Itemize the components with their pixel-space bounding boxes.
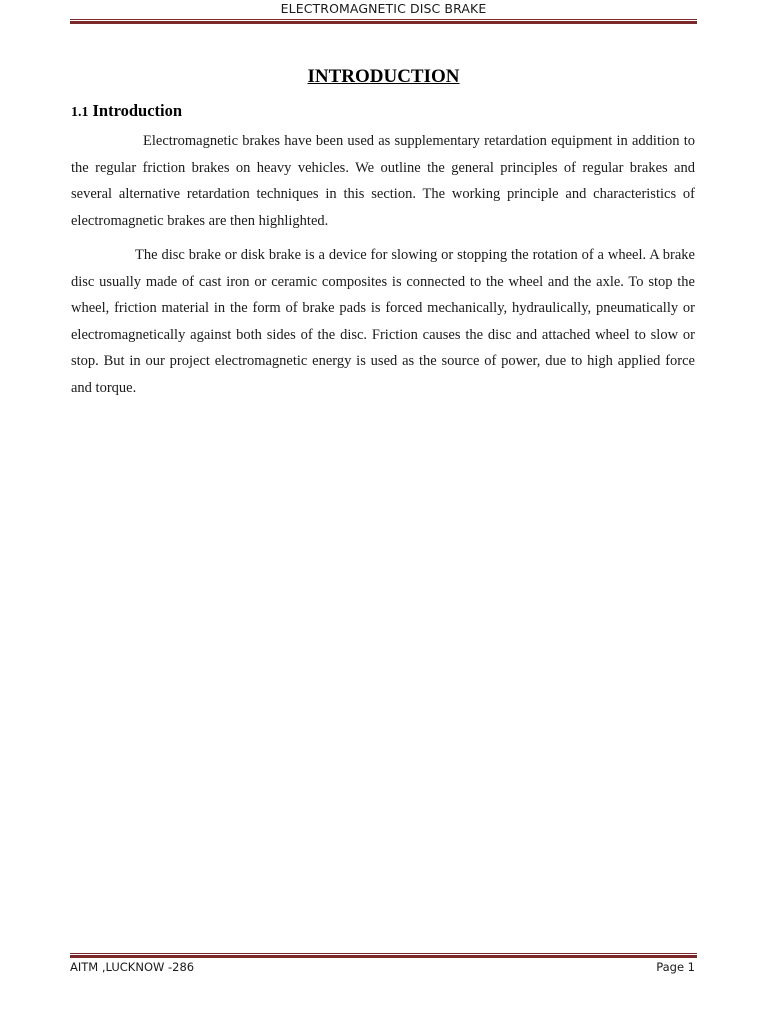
- paragraph-2: The disc brake or disk brake is a device for slowing or stopping the rotation of a wheel. A brake disc usually made of cast iron or ceramic composites is connected to the wheel and the axle. To stop the wheel, friction material in the form of brake pads is forced mechanically, hydraulically, pneumatically or electromagnetically against both sides of the disc. Friction causes the disc and attached wheel to slow or stop. But in our project electromagnetic energy is used as the source of power, due to high applied force and torque.: [71, 247, 695, 396]
- page-title: INTRODUCTION: [307, 66, 460, 87]
- footer-institution: AITM ,LUCKNOW -286: [70, 960, 195, 974]
- section-number: 1.1: [71, 105, 89, 120]
- section-heading: [71, 101, 182, 121]
- paragraph-1: Electromagnetic brakes have been used as supplementary retardation equipment in addition to the regular friction brakes on heavy vehicles. We outline the general principles of regular brakes and several alternative retardation techniques in this section. The working principle and characteristics of electromagnetic brakes are then highlighted.: [71, 133, 695, 229]
- page-number: Page 1: [656, 960, 695, 974]
- footer-rule: [70, 953, 697, 958]
- running-header-title: ELECTROMAGNETIC DISC BRAKE: [280, 1, 487, 16]
- header-rule: [70, 19, 697, 24]
- section-title: Introduction: [92, 101, 183, 120]
